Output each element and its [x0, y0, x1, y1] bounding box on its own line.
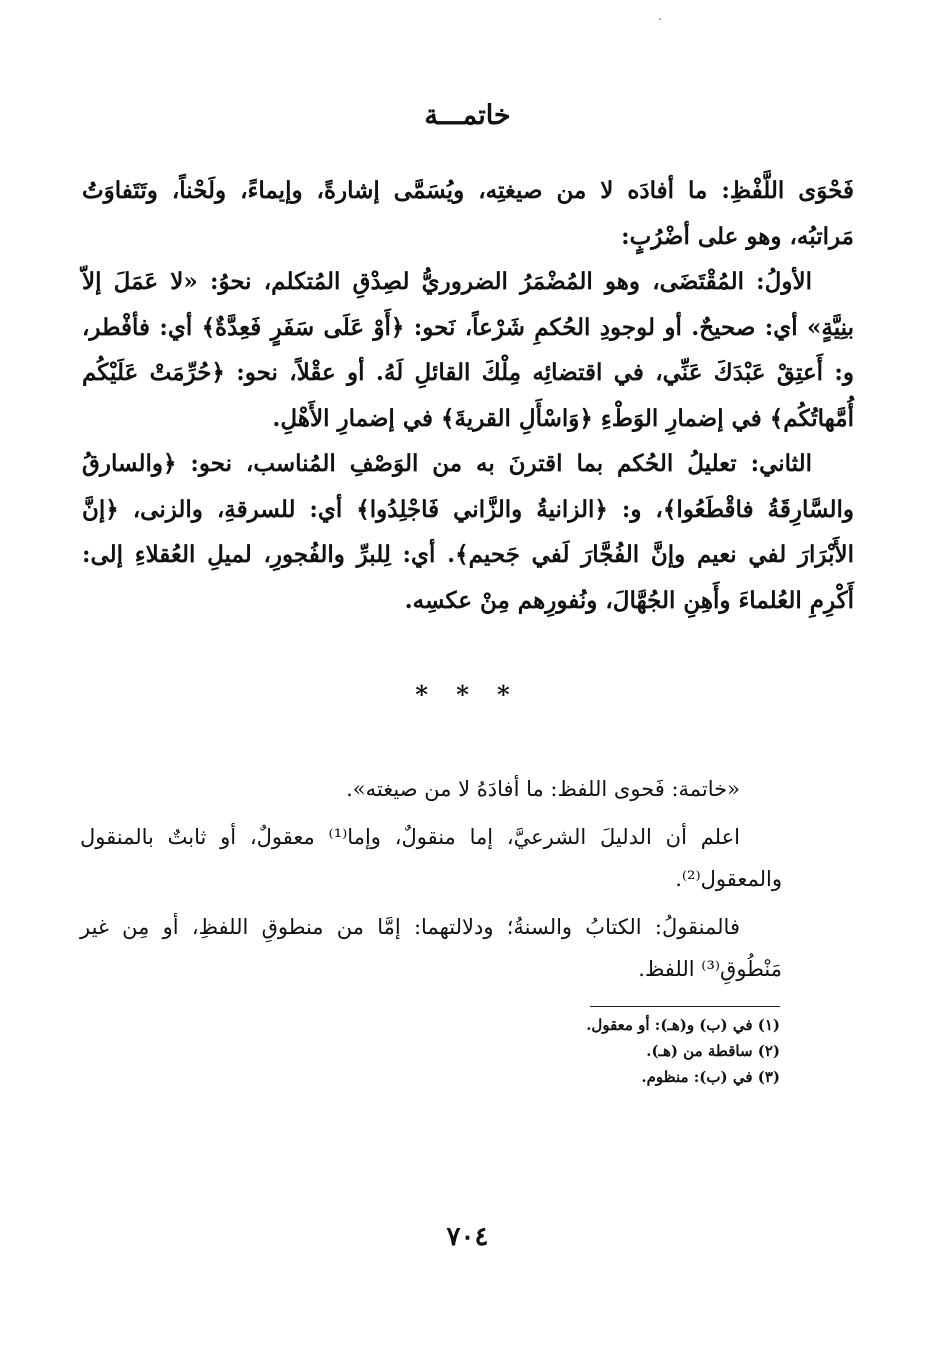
commentary-quote: «خاتمة: فَحوى اللفظ: ما أفادَهُ لا من صيغته». [346, 777, 740, 801]
commentary-paragraph-2: فالمنقولُ: الكتابُ والسنةُ؛ ودلالتهما: إمَّا من منطوقِ اللفظِ، أو مِن غير مَنْطُوقِ⁽³⁾ اللفظ. [80, 915, 782, 981]
commentary-text [80, 768, 782, 996]
main-paragraph-1: فَحْوَى اللَّفْظِ: ما أفادَه لا من صيغتِه، ويُسَمَّى إشارةً، وإيماءً، ولَحْناً، وتَتَفاوَتُ مَراتبُه، وهو على أضْرُبٍ: [82, 177, 854, 250]
section-separator: * * * [415, 680, 520, 709]
main-paragraph-3: الثاني: تعليلُ الحُكم بما اقترنَ به من الوَصْفِ المُناسب، نحو: ﴿والسارقُ والسَّارِقَةُ فاقْطَعُوا﴾، و: ﴿الزانيةُ والزَّاني فَاجْلِدُوا﴾ أي: للسرقةِ، والزنى، ﴿إنَّ الأَبْرَارَ لفي نعيم وإنَّ الفُجَّارَ لَفي جَحيم﴾. أي: لِلبرِّ والفُجورِ، لميلِ العُقلاءِ إلى: أَكْرِمِ العُلماءَ وأَهِنِ الجُهَّالَ، ونُفورِهم مِنْ عكسِه. [82, 450, 854, 614]
page-number: ٧٠٤ [446, 1222, 489, 1252]
footnotes [380, 1012, 780, 1090]
footnote-divider [590, 1006, 780, 1007]
scan-speck [659, 18, 661, 20]
page-title: خاتمـــة [424, 100, 511, 131]
main-text [82, 168, 854, 623]
main-paragraph-2: الأولُ: المُقْتَضَى، وهو المُضْمَرُ الضروريُّ لصِدْقِ المُتكلم، نحوُ: «لا عَمَلَ إلاّ بنِيَّةٍ» أي: صحيحٌ. أو لوجودِ الحُكمِ شَرْعاً، نَحو: ﴿أَوْ عَلَى سَفَرٍ فَعِدَّةٌ﴾ أي: فأفْطر، و: أَعتِقْ عَبْدَكَ عَنِّي، في اقتضائِه مِلْكَ القائلِ لَهُ. أو عقْلاً، نحو: ﴿حُرِّمَتْ عَلَيْكُم أُمَّهاتُكُم﴾ في إضمارِ الوَطْءِ ﴿وَاسْأَلِ القريةَ﴾ في إضمارِ الأَهْلِ. [82, 268, 854, 432]
commentary-paragraph-1: اعلم أن الدليلَ الشرعيَّ، إما منقولٌ، وإما⁽¹⁾ معقولٌ، أو ثابتٌ بالمنقول والمعقول⁽²⁾. [80, 825, 782, 891]
footnote-1: (١) في (ب) و(هـ): أو معقول. [586, 1016, 780, 1034]
footnote-2: (٢) ساقطة من (هـ). [646, 1042, 780, 1060]
footnote-3: (٣) في (ب): منظوم. [641, 1068, 780, 1086]
